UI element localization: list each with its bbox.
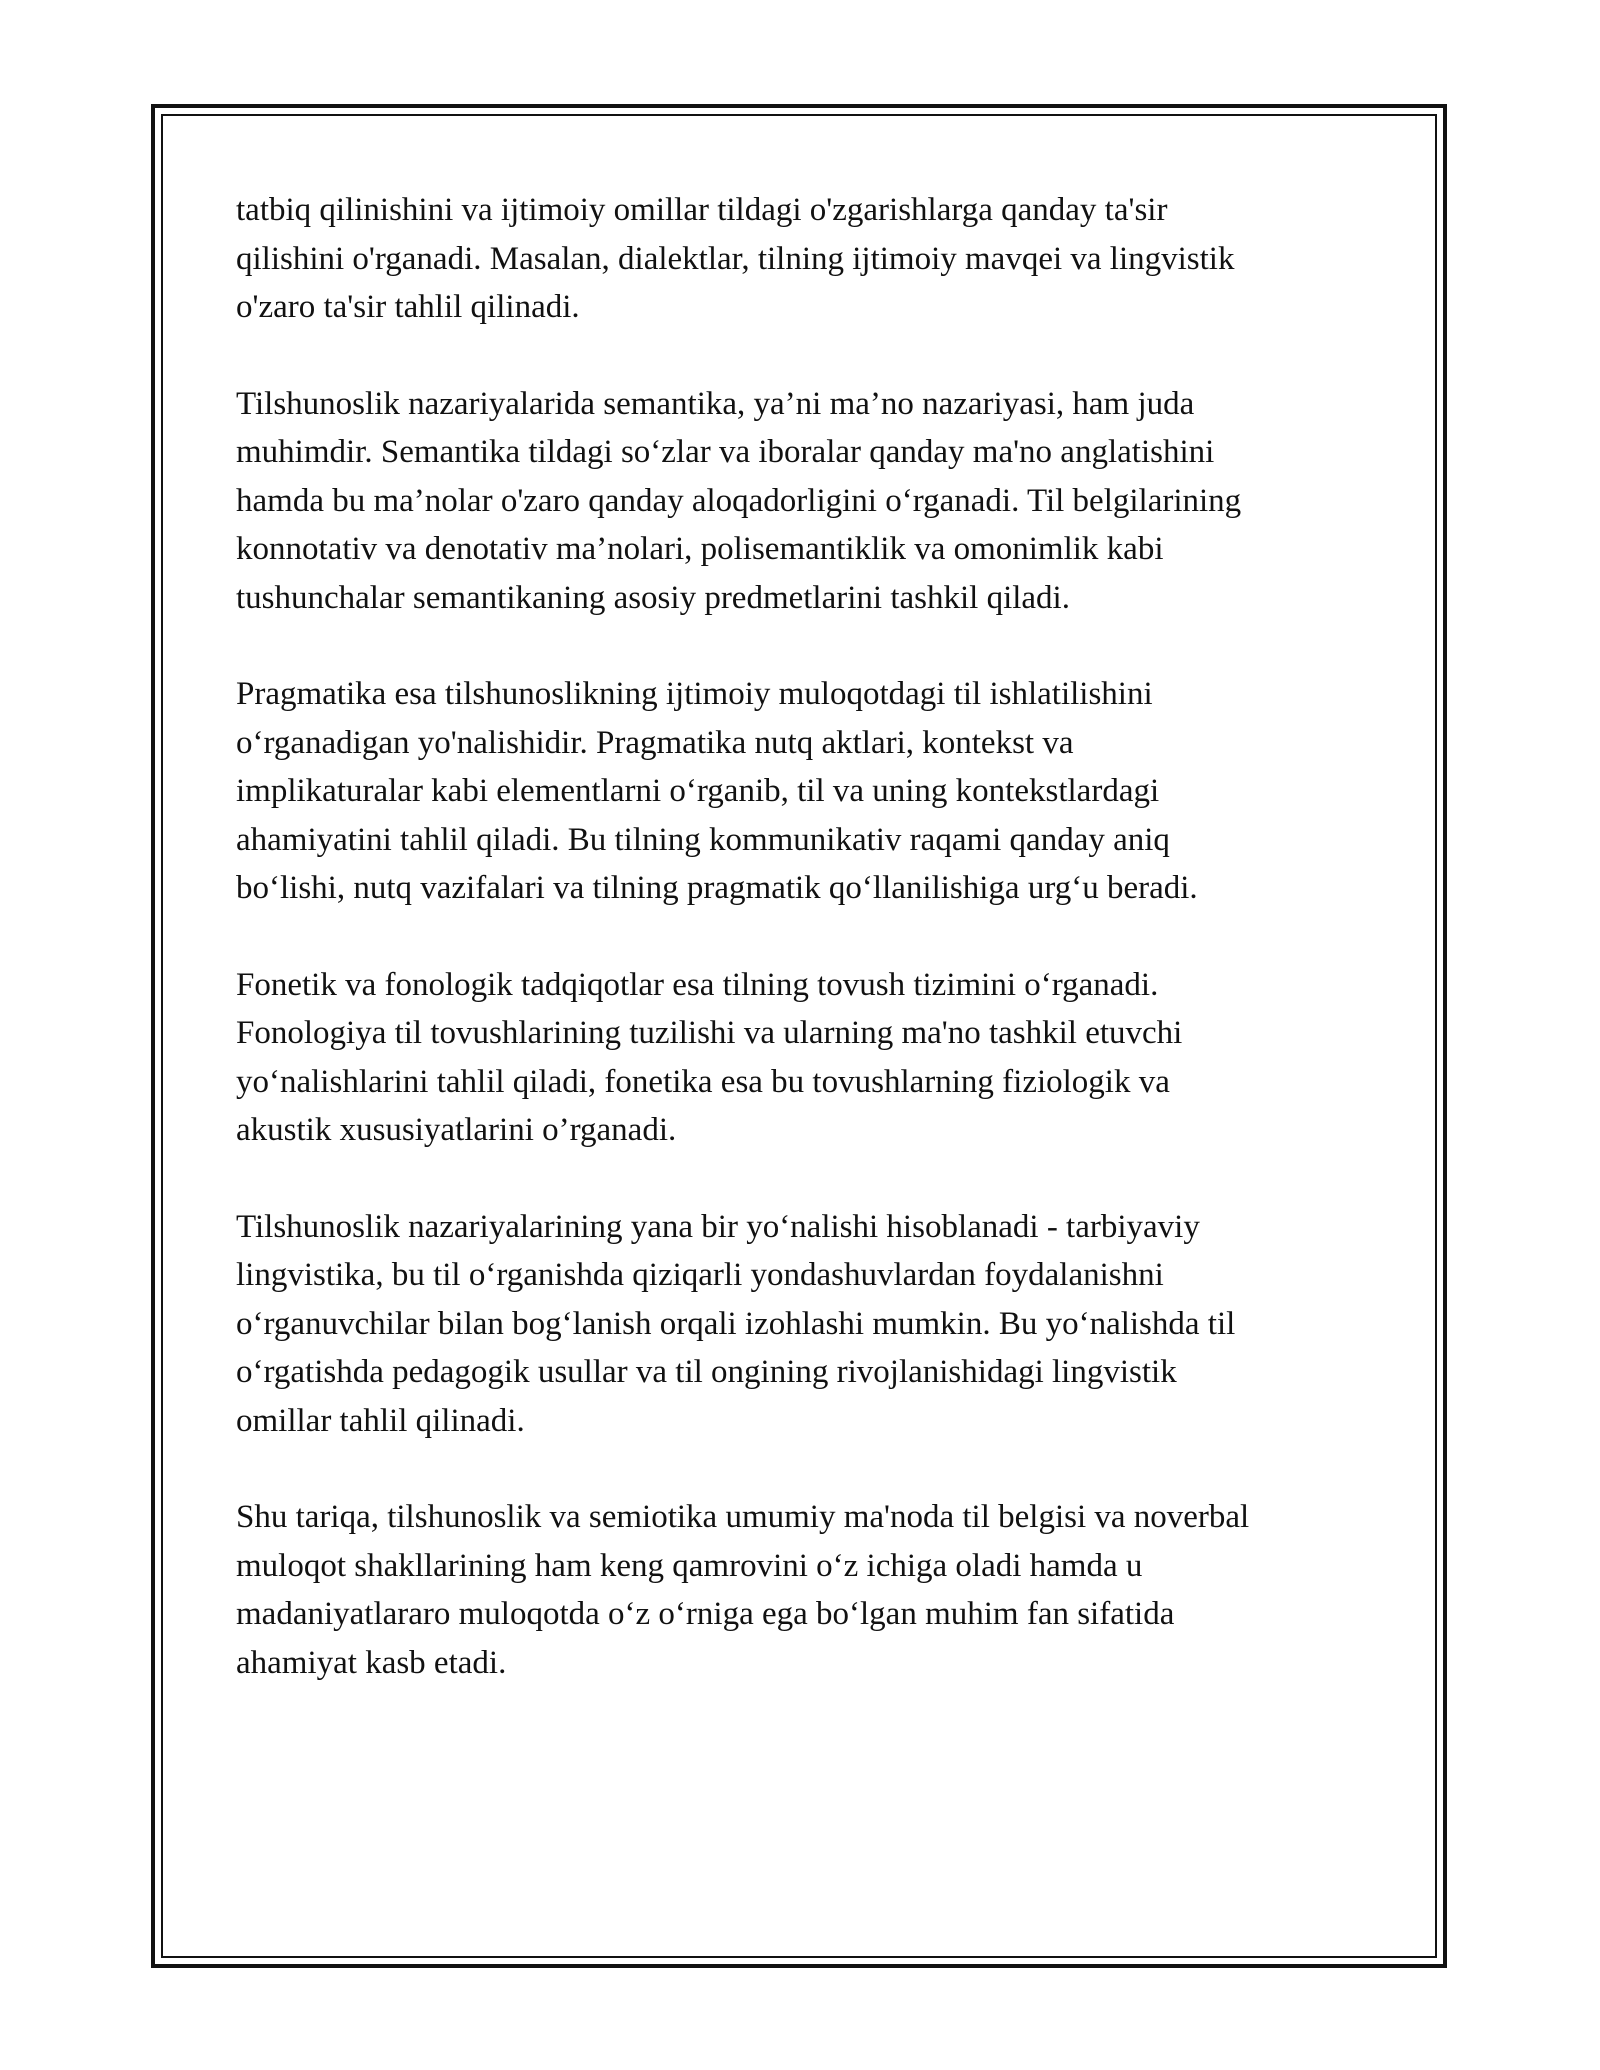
paragraph-6 [236, 1493, 1376, 1687]
text-line: qilishini o'rganadi. Masalan, dialektlar, tilning ijtimoiy mavqei va lingvistik [236, 240, 1235, 277]
text-line: o‘rganuvchilar bilan bog‘lanish orqali izohlashi mumkin. Bu yo‘nalishda til [236, 1305, 1236, 1342]
paragraph-5 [236, 1203, 1376, 1446]
text-line: yo‘nalishlarini tahlil qiladi, fonetika esa bu tovushlarning fiziologik va [236, 1063, 1170, 1100]
text-line: Fonetik va fonologik tadqiqotlar esa tilning tovush tizimini o‘rganadi. [236, 966, 1159, 1003]
document-body [236, 186, 1376, 1735]
paragraph-3 [236, 670, 1376, 913]
text-line: o‘rgatishda pedagogik usullar va til ongining rivojlanishidagi lingvistik [236, 1354, 1177, 1390]
text-line: bo‘lishi, nutq vazifalari va tilning pragmatik qo‘llanilishiga urg‘u beradi. [236, 870, 1198, 906]
text-line: muloqot shakllarining ham keng qamrovini o‘z ichiga oladi hamda u [236, 1547, 1143, 1584]
text-line: ahamiyatini tahlil qiladi. Bu tilning kommunikativ raqami qanday aniq [236, 821, 1170, 858]
text-line: implikaturalar kabi elementlarni o‘rganib, til va uning kontekstlardagi [236, 773, 1160, 809]
text-line: Tilshunoslik nazariyalarining yana bir yo‘nalishi hisoblanadi - tarbiyaviy [236, 1208, 1200, 1245]
text-line: hamda bu ma’nolar o'zaro qanday aloqadorligini o‘rganadi. Til belgilarining [236, 482, 1242, 519]
text-line: Tilshunoslik nazariyalarida semantika, ya’ni ma’no nazariyasi, ham juda [236, 385, 1195, 422]
paragraph-1 [236, 186, 1376, 332]
text-line: tatbiq qilinishini va ijtimoiy omillar tildagi o'zgarishlarga qanday ta'sir [236, 192, 1168, 228]
text-line: o‘rganadigan yo'nalishidir. Pragmatika nutq aktlari, kontekst va [236, 724, 1074, 761]
text-line: tushunchalar semantikaning asosiy predmetlarini tashkil qiladi. [236, 579, 1070, 616]
text-line: madaniyatlararo muloqotda o‘z o‘rniga ega bo‘lgan muhim fan sifatida [236, 1596, 1175, 1632]
text-line: ahamiyat kasb etadi. [236, 1644, 507, 1681]
text-line: akustik xususiyatlarini o’rganadi. [236, 1112, 677, 1148]
paragraph-4 [236, 961, 1376, 1155]
text-line: Pragmatika esa tilshunoslikning ijtimoiy muloqotdagi til ishlatilishini [236, 676, 1153, 712]
text-line: Shu tariqa, tilshunoslik va semiotika umumiy ma'noda til belgisi va noverbal [236, 1499, 1250, 1535]
text-line: lingvistika, bu til o‘rganishda qiziqarli yondashuvlardan foydalanishni [236, 1257, 1164, 1293]
text-line: konnotativ va denotativ ma’nolari, polisemantiklik va omonimlik kabi [236, 531, 1164, 567]
text-line: Fonologiya til tovushlarining tuzilishi va ularning ma'no tashkil etuvchi [236, 1015, 1183, 1051]
text-line: omillar tahlil qilinadi. [236, 1402, 525, 1439]
paragraph-2 [236, 380, 1376, 623]
text-line: o'zaro ta'sir tahlil qilinadi. [236, 289, 580, 325]
text-line: muhimdir. Semantika tildagi so‘zlar va iboralar qanday ma'no anglatishini [236, 434, 1215, 470]
